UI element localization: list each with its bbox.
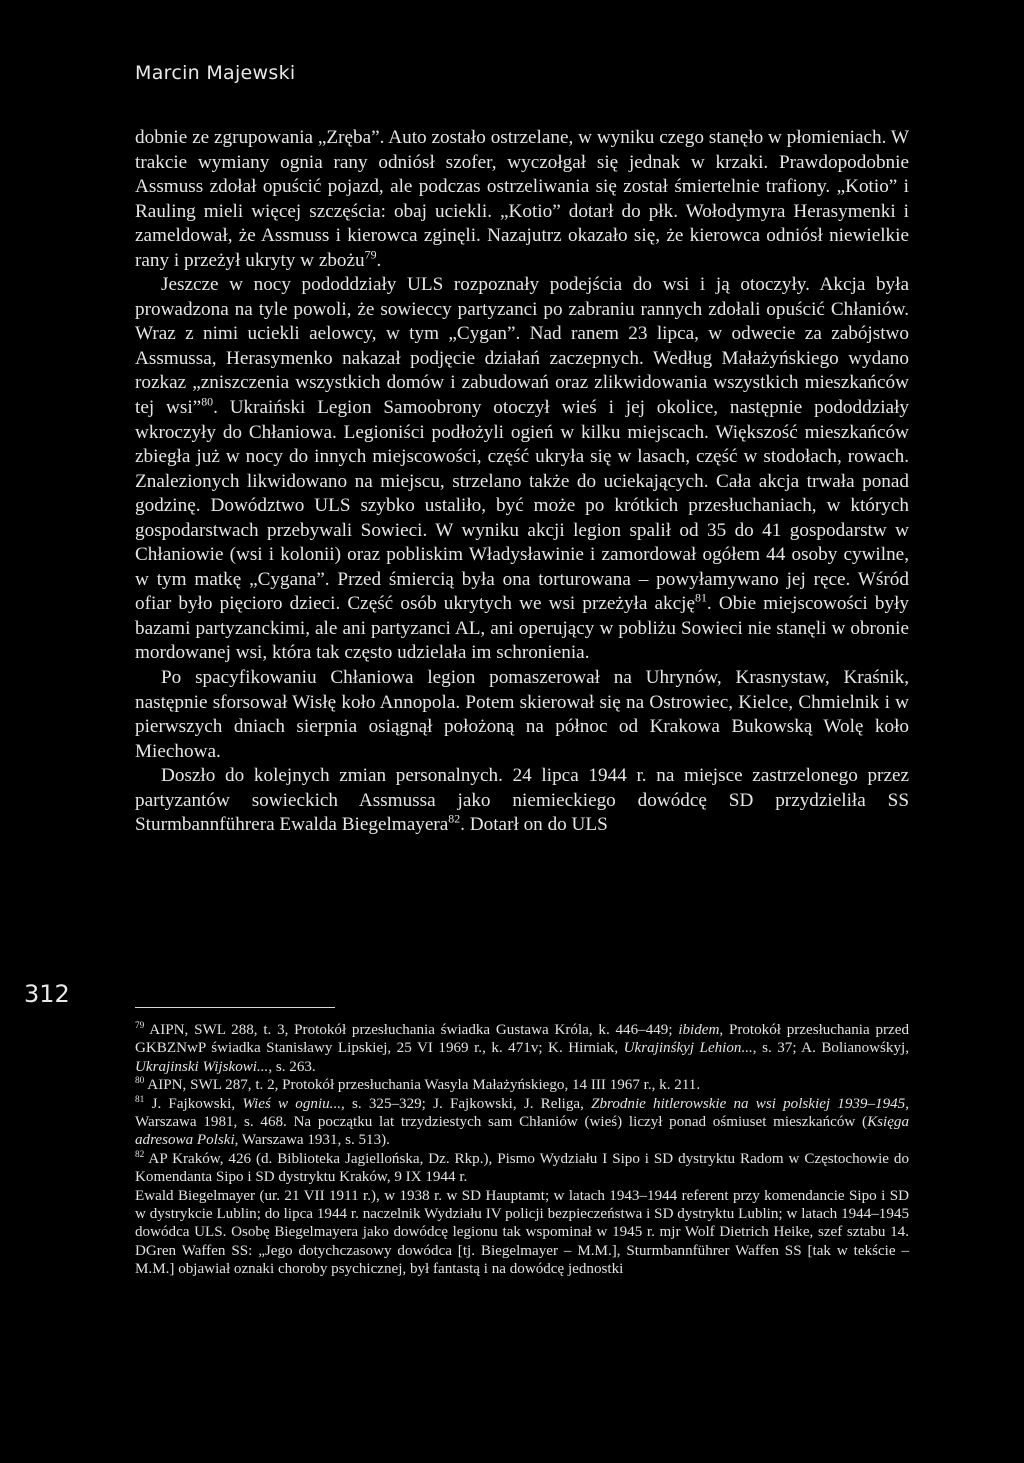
footnote-82 [135,1150,909,1187]
paragraph-4-end: . Dotarł on do ULS [460,814,608,836]
footnote-number: 79 [135,1020,145,1031]
paragraph-4 [135,764,909,838]
footnote-81 [135,1095,909,1150]
footnote-number: 81 [135,1094,145,1105]
paragraph-2 [135,273,909,666]
paragraph-1 [135,126,909,273]
footnote-79 [135,1021,909,1076]
page-number: 312 [24,980,70,1008]
footnote-80 [135,1076,909,1094]
footnote-text: , Protokół przesłuchania przed GKBZNwP świadka Stanisławy Lipskiej, 25 VI 1969 r., k. 471v; K. Hirniak, [135,1022,909,1057]
footnote-text: , Warszawa 1981, s. 468. Na początku lat trzydziestych sam Chłaniów (wieś) liczył ponad ośmiuset mieszkańców ( [135,1095,909,1131]
footnote-text: , s. 37; A. Bolianowśkyj, [752,1040,909,1057]
running-head: Marcin Majewski [135,62,296,84]
footnote-82-continued: Ewald Biegelmayer (ur. 21 VII 1911 r.), w 1938 r. w SD Hauptamt; w latach 1943–1944 referent przy komendancie Sipo i SD w dystrykcie Lublin; do lipca 1944 r. naczelnik Wydziału IV policji bezpieczeństwa i SD dystryktu Lublin; w latach 1944–1945 dowódca ULS. Osobę Biegelmayera jako dowódcę legionu tak wspominał w 1945 r. mjr Wolf Dietrich Heike, szef sztabu 14. DGren Waffen SS: „Jego dotychczasowy dowódca [tj. Biegelmayer – M.M.], Sturmbannführer Waffen SS [tak w tekście – M.M.] objawiał oznaki choroby psychicznej, był fantastą i na dowódcę jednostki [135,1187,909,1278]
footnote-text: , s. 325–329; J. Fajkowski, J. Religa, [341,1095,592,1112]
footnote-italic: Księga adresowa Polski [135,1114,909,1149]
paragraph-1-end: . [376,249,382,271]
footnote-italic: Ukrajinśkyj Lehion... [623,1040,753,1057]
main-text [135,126,909,838]
footnote-ref-81[interactable]: 81 [695,591,707,605]
footnote-text: J. Fajkowski, [144,1095,243,1112]
footnote-ref-79[interactable]: 79 [364,247,377,262]
footnote-text: , Warszawa 1931, s. 513). [234,1132,390,1149]
paragraph-2-text-c: . Obie miejscowości były bazami partyzanckimi, ale ani partyzanci AL, ani operujący w pobliżu Sowieci nie stanęli w obronie mordowanej wsi, która tak często udzielała im schronienia. [135,593,909,664]
footnote-text: AP Kraków, 426 (d. Biblioteka Jagiellońska, Dz. Rkp.), Pismo Wydziału I Sipo i SD dystryktu Radom w Częstochowie do Komendanta Sipo i SD dystryktu Kraków, 9 IX 1944 r. [135,1150,909,1186]
footnotes [135,1021,909,1279]
footnote-text: , s. 263. [268,1058,316,1075]
footnote-number: 82 [135,1149,145,1160]
paragraph-1-text: dobnie ze zgrupowania „Zręba”. Auto zostało ostrzelane, w wyniku czego stanęło w płomieniach. W trakcie wymiany ognia rany odniósł szofer, wyczołgał się jednak w krzaki. Prawdopodobnie Assmuss zdołał opuścić pojazd, ale podczas ostrzeliwania się został śmiertelnie trafiony. „Kotio” i Rauling mieli więcej szczęścia: obaj uciekli. „Kotio” dotarł do płk. Wołodymyra Herasymenki i zameldował, że Assmuss i kierowca zginęli. Nazajutrz okazało się, że kierowca odniósł niewielkie rany i przeżył ukryty w zbożu [135,127,909,271]
paragraph-3: Po spacyfikowaniu Chłaniowa legion pomaszerował na Uhrynów, Krasnystaw, Kraśnik, następnie sforsował Wisłę koło Annopola. Potem skierował się na Ostrowiec, Kielce, Chmielnik i w pierwszych dniach sierpnia osiągnął położoną na północ od Krakowa Bukowską Wolę koło Miechowa. [135,667,909,762]
footnote-ref-80[interactable]: 80 [201,394,214,409]
footnote-italic: Ukrajinski Wijskowi... [135,1058,269,1075]
footnote-text: AIPN, SWL 287, t. 2, Protokół przesłuchania Wasyla Małażyńskiego, 14 III 1967 r., k. 211. [144,1077,701,1094]
footnote-italic: ibidem [678,1022,720,1038]
paragraph-2-text-b: . Ukraiński Legion Samoobrony otoczył wieś i jej okolice, następnie pododdziały wkroczyły do Chłaniowa. Legioniści podłożyli ogień w kilku miejscach. Większość mieszkańców zbiegła już w nocy do innych miejscowości, część ukryła się w lasach, część w stodołach, rowach. Znalezionych likwidowano na miejscu, strzelano także do uciekających. Cała akcja trwała ponad godzinę. Dowództwo ULS szybko ustaliło, być może po krótkich przesłuchaniach, w których gospodarstwach przebywali Sowieci. W wyniku akcji legion spalił od 35 do 41 gospodarstw w Chłaniowie (wsi i kolonii) oraz pobliskim Władysławinie i zamordował ogółem 44 osoby cywilne, w tym matkę „Cygana”. Przed śmiercią była ona torturowana – powyłamywano jej ręce. Wśród ofiar było pięcioro dzieci. Część osób ukrytych we wsi przeżyła akcję [135,397,909,615]
footnote-italic: Zbrodnie hitlerowskie na wsi polskiej 1939–1945 [591,1095,906,1112]
paragraph-2-text-a: Jeszcze w nocy pododdziały ULS rozpoznały podejścia do wsi i ją otoczyły. Akcja była prowadzona na tyle powoli, że sowieccy partyzanci po zabraniu rannych zdołali opuścić Chłaniów. Wraz z nimi uciekli aelowcy, w tym „Cygan”. Nad ranem 23 lipca, w odwecie za zabójstwo Assmussa, Herasymenko nakazał podjęcie działań zaczepnych. Według Małażyńskiego wydano rozkaz „zniszczenia wszystkich domów i zabudowań oraz zlikwidowania wszystkich mieszkańców tej wsi” [135,274,909,419]
paragraph-4-text: Doszło do kolejnych zmian personalnych. 24 lipca 1944 r. na miejsce zastrzelonego przez partyzantów sowieckich Assmussa jako niemieckiego dowódcę SD przydzieliła SS Sturmbannführera Ewalda Biegelmayera [135,765,909,836]
footnote-italic: Wieś w ogniu... [242,1095,342,1112]
footnote-number: 80 [135,1076,145,1087]
footnote-separator [135,1007,335,1008]
footnote-ref-82[interactable]: 82 [448,811,461,826]
footnote-text: AIPN, SWL 288, t. 3, Protokół przesłuchania świadka Gustawa Króla, k. 446–449; [144,1022,679,1038]
